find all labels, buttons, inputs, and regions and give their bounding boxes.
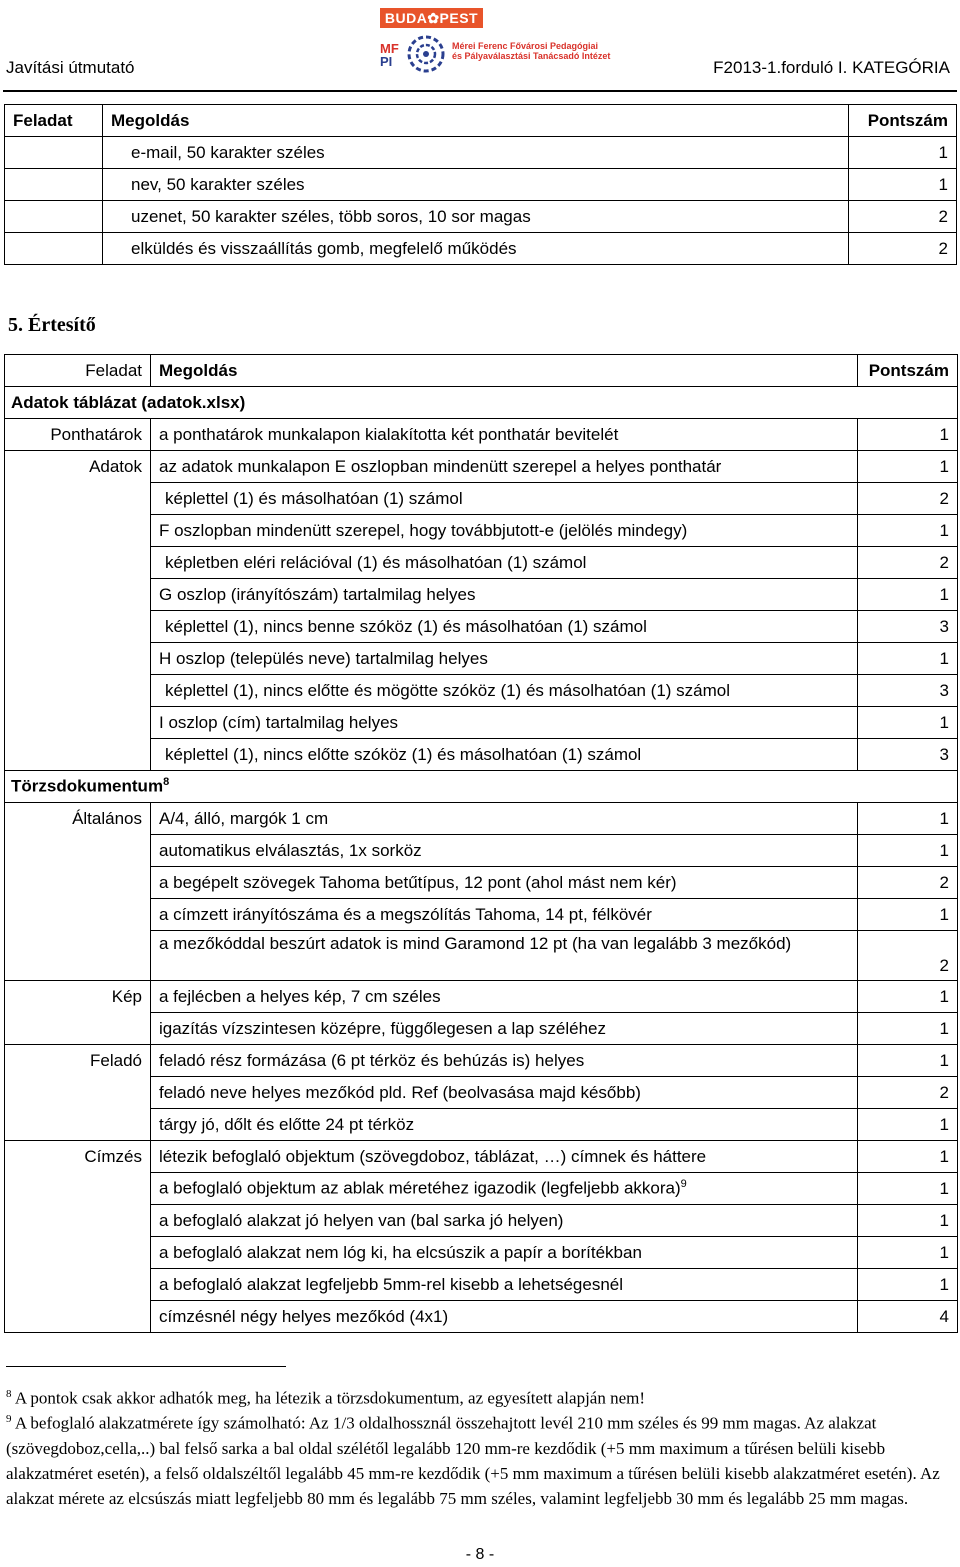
table-row [5,1109,958,1141]
task-cell [5,579,151,611]
task-cell [5,1301,151,1333]
group-row-adatok [5,387,958,419]
points-cell: 1 [858,1173,958,1205]
footnote-9: $^9$ A befoglaló alakzatmérete így számolható: Az 1/3 oldalhossznál összehajtott levél 210 mm széles és 99 mm magas. Az alakzat (szövegdoboz,cella,..) bal felső sarka a bal oldal szélétől legalább 120 mm-re kezdődik (+5 mm maximum a tűrésen belüli kisebb alakzatméret esetén), a felső oldalszéltől legalább 45 mm-re kezdődik (+5 mm maximum a tűrésen belüli kisebb alakzatméret esetén). Az alakzat mérete az elcsúszás miatt legfeljebb 80 mm és legalább 75 mm széles, valamint legfeljebb 30 mm és legalább 25 mm magas. [6,1413,940,1508]
solution-cell [151,1173,858,1205]
solution-text: automatikus elválasztás, 1x sorköz [159,840,422,860]
task-cell: Címzés [5,1141,151,1173]
table-row [5,483,958,515]
col-header-points: Pontszám [858,355,958,387]
solution-text: a ponthatárok munkalapon kialakította két ponthatár bevitelét [159,424,619,444]
solution-text: létezik befoglaló objektum (szövegdoboz, táblázat, …) címnek és háttere [159,1146,707,1166]
task-cell [5,1109,151,1141]
table-row [5,1301,958,1333]
table-row [5,899,958,931]
solution-text: a befoglaló alakzat nem lóg ki, ha elcsúszik a papír a borítékban [159,1242,642,1262]
task-cell [5,611,151,643]
group-title: Törzsdokumentum$^8$ [5,771,958,803]
solution-text: A/4, álló, margók 1 cm [159,808,329,828]
col-header-task: Feladat [5,355,151,387]
solution-cell [151,483,858,515]
table-row [5,1013,958,1045]
solution-cell [151,739,858,771]
table-row [5,419,958,451]
points-cell: 1 [858,515,958,547]
solution-cell [151,1013,858,1045]
task-cell [5,1013,151,1045]
page-number: - 8 - [465,1546,495,1563]
task-cell [5,137,103,169]
table-row [5,169,957,201]
table-row [5,675,958,707]
table-row [5,1077,958,1109]
col-header-task: Feladat [5,105,103,137]
section-title: 5. Értesítő [8,314,96,336]
points-cell: 2 [858,483,958,515]
solution-cell: elküldés és visszaállítás gomb, megfelelő működés [103,233,849,265]
task-cell [5,643,151,675]
solution-cell [151,579,858,611]
solution-text: a befoglaló alakzat jó helyen van (bal sarka jó helyen) [159,1210,564,1230]
task-cell [5,867,151,899]
points-cell: 4 [858,1301,958,1333]
col-header-solution: Megoldás [151,355,858,387]
header-left-title: Javítási útmutató [6,58,135,77]
task-cell: Adatok [5,451,151,483]
points-cell: 2 [858,1077,958,1109]
group-row-torzsdokumentum [5,771,958,803]
table-row [5,233,957,265]
table-row [5,867,958,899]
points-cell: 1 [858,1109,958,1141]
col-header-points: Pontszám [849,105,957,137]
points-cell: 1 [858,803,958,835]
points-cell: 3 [858,675,958,707]
header-right-title: F2013-1.forduló I. KATEGÓRIA [713,58,950,77]
solution-cell [151,1205,858,1237]
solution-cell [151,515,858,547]
points-cell: 1 [858,1205,958,1237]
task-cell [5,1205,151,1237]
points-cell: 1 [858,1013,958,1045]
solution-text: G oszlop (irányítószám) tartalmilag helyes [159,584,476,604]
task-cell [5,1077,151,1109]
task-cell [5,899,151,931]
points-cell: 2 [858,867,958,899]
task-cell [5,547,151,579]
task-cell [5,1237,151,1269]
solution-text: képletben eléri relációval (1) és másolhatóan (1) számol [165,552,587,572]
task-cell [5,1173,151,1205]
solution-cell [151,1077,858,1109]
task-cell [5,515,151,547]
solution-cell: nev, 50 karakter széles [103,169,849,201]
table-header-row [5,105,957,137]
points-cell: 2 [858,547,958,579]
table-row [5,547,958,579]
solution-text: I oszlop (cím) tartalmilag helyes [159,712,399,732]
solution-cell [151,1269,858,1301]
solution-cell: e-mail, 50 karakter széles [103,137,849,169]
solution-cell [151,547,858,579]
task-cell: Általános [5,803,151,835]
solution-text: feladó rész formázása (6 pt térköz és behúzás is) helyes [159,1050,585,1070]
points-cell: 3 [858,611,958,643]
solution-cell [151,707,858,739]
table-row [5,1141,958,1173]
solution-cell [151,803,858,835]
points-cell: 1 [858,451,958,483]
solution-text: a címzett irányítószáma és a megszólítás Tahoma, 14 pt, félkövér [159,904,652,924]
table-row [5,707,958,739]
points-cell: 1 [858,643,958,675]
table-row [5,1205,958,1237]
table-row [5,835,958,867]
solution-text: a befoglaló objektum az ablak méretéhez igazodik (legfeljebb akkora) [159,1178,681,1198]
table-row [5,739,958,771]
solution-cell [151,899,858,931]
table-row [5,803,958,835]
table-row [5,611,958,643]
solution-text: képlettel (1), nincs előtte szóköz (1) és másolhatóan (1) számol [165,744,642,764]
points-cell: 1 [858,899,958,931]
table-row [5,137,957,169]
solution-cell [151,867,858,899]
task-cell [5,233,103,265]
solution-cell [151,1237,858,1269]
table-row [5,1045,958,1077]
footnote-ref: 8 [163,776,170,789]
task-cell: Ponthatárok [5,419,151,451]
scoring-table-1 [4,104,957,265]
solution-text: a befoglaló alakzat legfeljebb 5mm-rel kisebb a lehetségesnél [159,1274,624,1294]
points-cell: 1 [849,169,957,201]
task-cell [5,483,151,515]
solution-cell [151,1301,858,1333]
solution-text: H oszlop (település neve) tartalmilag helyes [159,648,488,668]
institute-name: Mérei Ferenc Fővárosi Pedagógiai és Pályaválasztási Tanácsadó Intézet [452,41,611,61]
solution-text: az adatok munkalapon E oszlopban mindenütt szerepel a helyes ponthatár [159,456,722,476]
solution-cell [151,835,858,867]
task-cell [5,707,151,739]
points-cell: 1 [858,1237,958,1269]
solution-cell [151,675,858,707]
task-cell: Feladó [5,1045,151,1077]
table-row [5,931,958,981]
solution-text: a begépelt szövegek Tahoma betűtípus, 12 pont (ahol mást nem kér) [159,872,677,892]
solution-text: a fejlécben a helyes kép, 7 cm széles [159,986,441,1006]
footnote-divider [6,1366,286,1367]
col-header-solution: Megoldás [103,105,849,137]
table-row [5,515,958,547]
points-cell: 1 [858,981,958,1013]
task-cell: Kép [5,981,151,1013]
solution-cell: uzenet, 50 karakter széles, több soros, 10 sor magas [103,201,849,233]
table-row [5,451,958,483]
table-header-row [5,355,958,387]
solution-text: a mezőkóddal beszúrt adatok is mind Garamond 12 pt (ha van legalább 3 mezőkód) [159,934,792,953]
solution-text: címzésnél négy helyes mezőkód (4x1) [159,1306,449,1326]
points-cell: 1 [858,1269,958,1301]
points-cell: 1 [849,137,957,169]
solution-text: tárgy jó, dőlt és előtte 24 pt térköz [159,1114,415,1134]
points-cell: 2 [849,201,957,233]
points-cell: 1 [858,1045,958,1077]
points-cell: 1 [858,835,958,867]
task-cell [5,675,151,707]
solution-cell [151,611,858,643]
points-cell: 2 [849,233,957,265]
solution-text: képlettel (1), nincs előtte és mögötte szóköz (1) és másolhatóan (1) számol [165,680,731,700]
task-cell [5,1269,151,1301]
solution-cell [151,419,858,451]
table-row [5,579,958,611]
task-cell [5,169,103,201]
solution-text: képlettel (1), nincs benne szóköz (1) és másolhatóan (1) számol [165,616,647,636]
task-cell [5,835,151,867]
solution-cell [151,981,858,1013]
solution-cell [151,1141,858,1173]
table-row [5,1173,958,1205]
institute-emblem-icon [406,34,446,74]
footnote-ref: 9 [680,1178,687,1191]
solution-cell [151,1045,858,1077]
points-cell: 3 [858,739,958,771]
table-row [5,643,958,675]
solution-text: feladó neve helyes mezőkód pld. Ref (beolvasása majd később) [159,1082,641,1102]
points-cell: 1 [858,579,958,611]
group-title: Adatok táblázat (adatok.xlsx) [5,387,958,419]
table-row [5,201,957,233]
scoring-table-2 [4,354,958,1333]
budapest-logo: BUDA✿PEST [380,8,483,28]
solution-text: képlettel (1) és másolhatóan (1) számol [165,488,463,508]
mfpi-logo: MF PI [380,41,399,69]
points-cell: 1 [858,1141,958,1173]
solution-cell [151,643,858,675]
solution-cell [151,451,858,483]
task-cell [5,931,151,981]
points-cell: 2 [858,931,958,981]
solution-cell [151,931,858,981]
solution-text: igazítás vízszintesen középre, függőlegesen a lap széléhez [159,1018,606,1038]
solution-cell [151,1109,858,1141]
task-cell [5,201,103,233]
table-row [5,1237,958,1269]
table-row [5,981,958,1013]
points-cell: 1 [858,707,958,739]
header-divider [3,90,957,92]
table-row [5,1269,958,1301]
solution-text: F oszlopban mindenütt szerepel, hogy továbbjutott-e (jelölés mindegy) [159,520,688,540]
footnote-8: $^8$ A pontok csak akkor adhatók meg, ha létezik a törzsdokumentum, az egyesített alapján nem! [6,1388,646,1408]
task-cell [5,739,151,771]
points-cell: 1 [858,419,958,451]
